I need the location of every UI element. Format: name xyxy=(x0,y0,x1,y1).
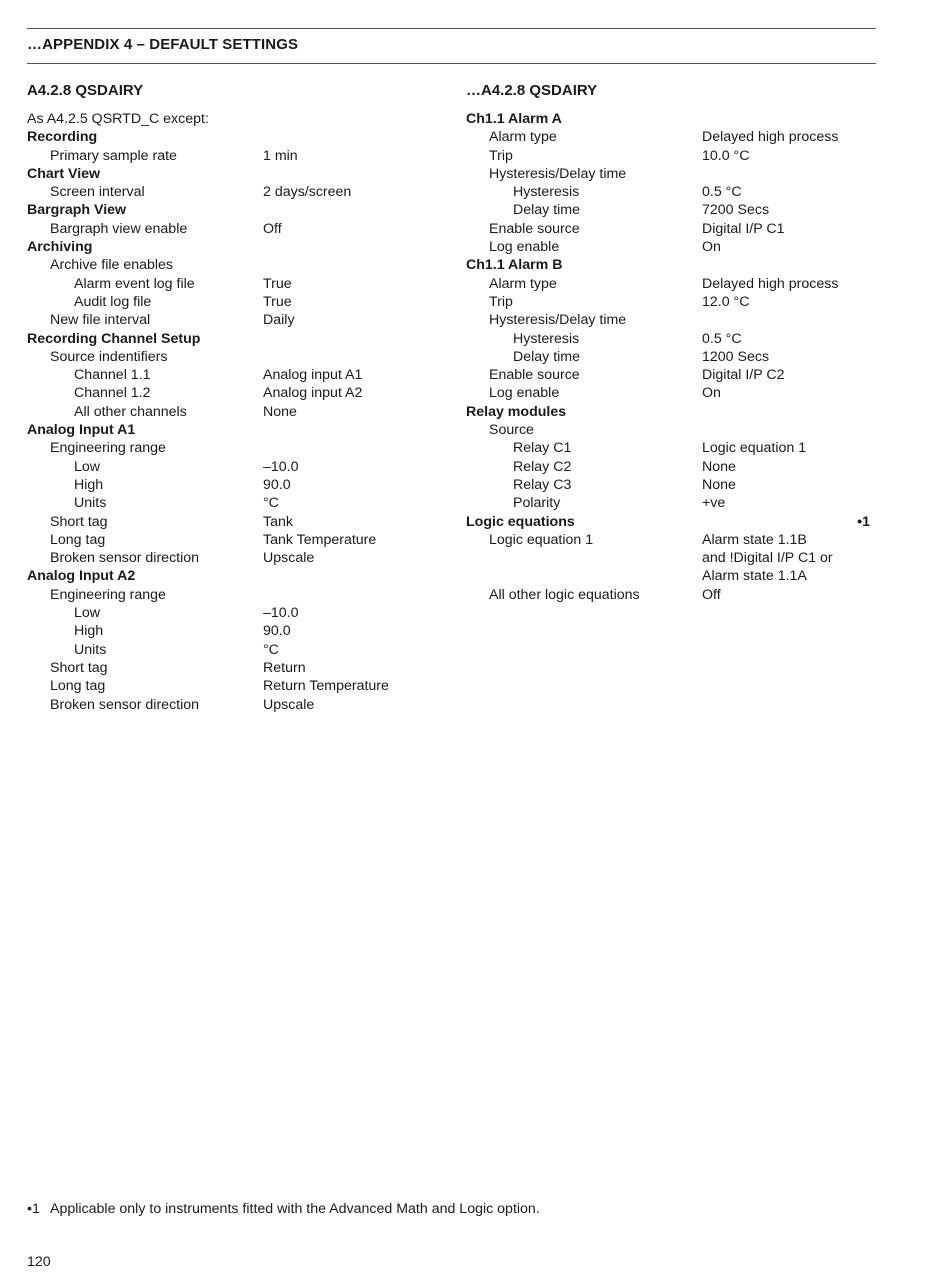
setting-label: New file interval xyxy=(50,312,151,329)
setting-row xyxy=(466,531,876,549)
setting-value: None xyxy=(263,403,297,420)
setting-row xyxy=(466,366,876,384)
setting-row xyxy=(466,384,876,402)
section-heading: Chart View xyxy=(27,165,101,182)
section-heading: Ch1.1 Alarm A xyxy=(466,111,562,127)
setting-row xyxy=(27,348,447,366)
section-heading: Archiving xyxy=(27,239,93,256)
setting-label: Short tag xyxy=(50,513,108,530)
section-heading: Ch1.1 Alarm B xyxy=(466,257,563,274)
setting-row xyxy=(27,586,447,604)
setting-row xyxy=(466,293,876,311)
setting-label: Engineering range xyxy=(50,440,166,457)
setting-value: –10.0 xyxy=(263,458,299,475)
setting-row xyxy=(27,513,447,531)
setting-label: Trip xyxy=(489,293,513,310)
setting-value: Tank xyxy=(263,513,293,530)
footnote-text: Applicable only to instruments fitted with the Advanced Math and Logic option. xyxy=(50,1201,540,1217)
setting-value: 0.5 °C xyxy=(702,330,742,347)
section-heading: Recording xyxy=(27,129,98,146)
setting-label: Broken sensor direction xyxy=(50,550,200,567)
section-heading-row xyxy=(27,330,447,348)
setting-value: True xyxy=(263,275,292,292)
setting-row xyxy=(466,238,876,256)
section-heading: Recording Channel Setup xyxy=(27,330,201,347)
setting-row xyxy=(466,311,876,329)
setting-label: All other channels xyxy=(74,403,187,420)
section-heading-row xyxy=(466,513,876,531)
setting-row xyxy=(27,147,447,165)
setting-value: Upscale xyxy=(263,550,315,567)
setting-row xyxy=(27,622,447,640)
setting-label: Broken sensor direction xyxy=(50,696,200,713)
setting-row xyxy=(27,604,447,622)
setting-label: As A4.2.5 QSRTD_C except: xyxy=(27,111,209,127)
setting-value: Alarm state 1.1A xyxy=(702,568,807,585)
setting-label: Units xyxy=(74,641,107,658)
setting-label: Relay C2 xyxy=(513,458,572,475)
setting-label: Low xyxy=(74,458,101,475)
setting-value: 10.0 °C xyxy=(702,147,750,164)
setting-label: Enable source xyxy=(489,367,580,384)
section-heading-row xyxy=(27,567,447,585)
setting-label: Trip xyxy=(489,147,513,164)
section-heading-row xyxy=(27,238,447,256)
section-heading: Logic equations xyxy=(466,513,575,530)
setting-row xyxy=(27,439,447,457)
setting-row xyxy=(27,549,447,567)
setting-row xyxy=(27,220,447,238)
setting-row xyxy=(466,165,876,183)
setting-label: Delay time xyxy=(513,202,581,219)
section-heading-row xyxy=(27,128,447,146)
setting-value: 0.5 °C xyxy=(702,184,742,201)
setting-label: Channel 1.2 xyxy=(74,385,151,402)
setting-value: Logic equation 1 xyxy=(702,440,807,457)
setting-label: Engineering range xyxy=(50,586,166,603)
setting-label: Screen interval xyxy=(50,184,145,201)
setting-row xyxy=(27,494,447,512)
setting-label: High xyxy=(74,476,104,493)
setting-row xyxy=(27,659,447,677)
setting-label: Relay C1 xyxy=(513,440,572,457)
page-number: 120 xyxy=(27,1254,51,1270)
setting-label: Hysteresis xyxy=(513,184,580,201)
setting-row xyxy=(27,256,447,274)
footnote xyxy=(27,1201,540,1217)
setting-value: 90.0 xyxy=(263,476,291,493)
setting-label: Archive file enables xyxy=(50,257,174,274)
setting-row xyxy=(466,567,876,585)
setting-row xyxy=(466,183,876,201)
setting-value: °C xyxy=(263,495,279,512)
right-settings-column xyxy=(466,110,876,604)
setting-value: 1200 Secs xyxy=(702,348,770,365)
setting-row xyxy=(466,220,876,238)
section-heading-row xyxy=(27,201,447,219)
setting-row xyxy=(466,494,876,512)
setting-value: 1 min xyxy=(263,147,298,164)
setting-value: Digital I/P C1 xyxy=(702,220,785,237)
setting-label: Source indentifiers xyxy=(50,348,168,365)
setting-value: Analog input A1 xyxy=(263,367,363,384)
setting-label: Long tag xyxy=(50,531,106,548)
setting-row xyxy=(27,384,447,402)
setting-value: Delayed high process xyxy=(702,129,839,146)
setting-label: Hysteresis xyxy=(513,330,580,347)
setting-row xyxy=(27,183,447,201)
setting-row xyxy=(27,476,447,494)
setting-label: Audit log file xyxy=(74,293,152,310)
setting-value: On xyxy=(702,385,721,402)
setting-value: Digital I/P C2 xyxy=(702,367,785,384)
setting-value: On xyxy=(702,239,721,256)
setting-value: Analog input A2 xyxy=(263,385,363,402)
setting-label: Units xyxy=(74,495,107,512)
setting-label: Source xyxy=(489,422,534,439)
setting-row xyxy=(27,110,447,128)
setting-value: –10.0 xyxy=(263,605,299,622)
setting-label: Delay time xyxy=(513,348,581,365)
setting-value: Tank Temperature xyxy=(263,531,377,548)
setting-row xyxy=(27,531,447,549)
setting-row xyxy=(466,421,876,439)
section-heading: Relay modules xyxy=(466,403,567,420)
setting-label: Low xyxy=(74,605,101,622)
setting-value: Off xyxy=(263,220,282,237)
setting-label: Bargraph view enable xyxy=(50,220,188,237)
section-heading: Analog Input A2 xyxy=(27,568,136,585)
section-heading-row xyxy=(466,110,876,128)
setting-row xyxy=(466,275,876,293)
setting-label: Log enable xyxy=(489,385,560,402)
setting-row xyxy=(27,458,447,476)
section-heading: Bargraph View xyxy=(27,202,127,219)
section-heading-row xyxy=(27,165,447,183)
setting-label: Alarm type xyxy=(489,275,557,292)
header-rule-top xyxy=(27,28,876,29)
setting-label: Hysteresis/Delay time xyxy=(489,312,627,329)
setting-label: Primary sample rate xyxy=(50,147,177,164)
setting-label: Alarm event log file xyxy=(74,275,195,292)
setting-row xyxy=(27,641,447,659)
setting-label: Polarity xyxy=(513,495,561,512)
setting-row xyxy=(27,366,447,384)
footnote-reference: •1 xyxy=(857,513,870,530)
setting-value: Upscale xyxy=(263,696,315,713)
setting-row xyxy=(466,458,876,476)
appendix-title: …APPENDIX 4 – DEFAULT SETTINGS xyxy=(27,36,299,53)
setting-label: Logic equation 1 xyxy=(489,531,594,548)
setting-value: None xyxy=(702,476,736,493)
setting-value: True xyxy=(263,293,292,310)
setting-value: Return xyxy=(263,659,306,676)
setting-value: Daily xyxy=(263,312,295,329)
left-section-title: A4.2.8 QSDAIRY xyxy=(27,82,144,99)
header-rule-bottom xyxy=(27,63,876,64)
setting-row xyxy=(27,403,447,421)
section-heading-row xyxy=(27,421,447,439)
setting-value: Delayed high process xyxy=(702,275,839,292)
setting-row xyxy=(466,549,876,567)
setting-value: Off xyxy=(702,586,721,603)
footnote-mark: •1 xyxy=(27,1201,40,1217)
setting-row xyxy=(466,201,876,219)
setting-row xyxy=(27,311,447,329)
setting-row xyxy=(27,677,447,695)
left-settings-column xyxy=(27,110,447,714)
setting-value: 2 days/screen xyxy=(263,184,352,201)
setting-row xyxy=(466,128,876,146)
setting-value: Alarm state 1.1B xyxy=(702,531,807,548)
section-heading-row xyxy=(466,256,876,274)
setting-label: Alarm type xyxy=(489,129,557,146)
setting-label: Short tag xyxy=(50,659,108,676)
setting-value: 90.0 xyxy=(263,623,291,640)
setting-value: Return Temperature xyxy=(263,678,389,695)
setting-row xyxy=(27,293,447,311)
setting-label: Long tag xyxy=(50,678,106,695)
setting-label: Hysteresis/Delay time xyxy=(489,165,627,182)
setting-row xyxy=(466,586,876,604)
setting-label: Log enable xyxy=(489,239,560,256)
setting-row xyxy=(27,696,447,714)
setting-value: °C xyxy=(263,641,279,658)
setting-label: High xyxy=(74,623,104,640)
setting-row xyxy=(466,439,876,457)
right-section-title: …A4.2.8 QSDAIRY xyxy=(466,82,598,99)
setting-value: 12.0 °C xyxy=(702,293,750,310)
setting-row xyxy=(466,330,876,348)
section-heading: Analog Input A1 xyxy=(27,422,136,439)
setting-row xyxy=(466,476,876,494)
setting-row xyxy=(27,275,447,293)
section-heading-row xyxy=(466,403,876,421)
setting-row xyxy=(466,147,876,165)
setting-value: 7200 Secs xyxy=(702,202,770,219)
setting-label: All other logic equations xyxy=(489,586,640,603)
setting-label: Enable source xyxy=(489,220,580,237)
setting-value: +ve xyxy=(702,495,726,512)
setting-label: Relay C3 xyxy=(513,476,572,493)
setting-value: and !Digital I/P C1 or xyxy=(702,550,833,567)
setting-label: Channel 1.1 xyxy=(74,367,151,384)
setting-value: None xyxy=(702,458,736,475)
setting-row xyxy=(466,348,876,366)
